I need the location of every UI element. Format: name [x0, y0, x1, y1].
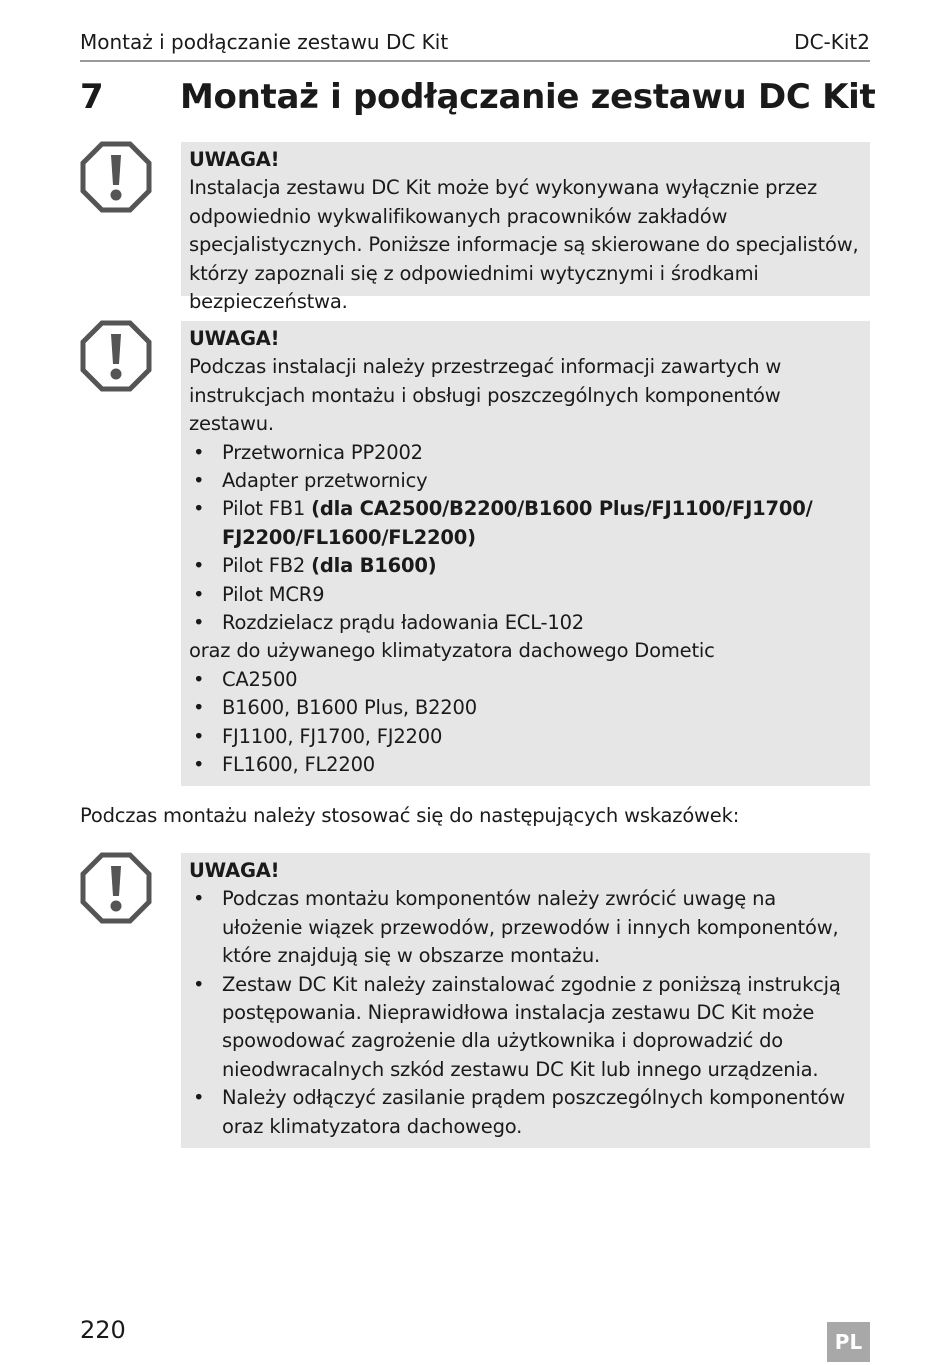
warning-octagon-icon — [80, 141, 152, 213]
chapter-number: 7 — [80, 77, 104, 117]
assembly-instructions-list — [189, 885, 862, 1141]
warning-heading: UWAGA! — [189, 148, 280, 171]
warning-heading: UWAGA! — [189, 859, 280, 882]
warning-box-qualification — [181, 142, 870, 314]
list-item: • Należy odłączyć zasilanie prądem poszczególnych komponentów oraz klimatyzatora dachowego. — [189, 1084, 862, 1141]
list-item: • Podczas montażu komponentów należy zwrócić uwagę na ułożenie wiązek przewodów, przewodów i innych komponentów, które znajdują się w obszarze montażu. — [189, 885, 862, 970]
warning-box-assembly — [181, 853, 870, 1148]
warning-mid-text: oraz do używanego klimatyzatora dachowego Dometic — [189, 639, 715, 663]
warning-intro-text: Podczas instalacji należy przestrzegać informacji zawartych w instrukcjach montażu i obsługi poszczególnych komponentów zestawu. — [189, 355, 782, 436]
warning-octagon-icon — [80, 320, 152, 392]
list-item: • Pilot FB1 (dla CA2500/B2200/B1600 Plus/FJ1100/FJ1700/ FJ2200/FL1600/FL2200) — [189, 495, 862, 552]
language-badge: PL — [827, 1322, 870, 1362]
list-item: • FL1600, FL2200 — [189, 751, 862, 779]
list-item: • Rozdzielacz prądu ładowania ECL-102 — [189, 609, 862, 637]
warning-octagon-icon — [80, 852, 152, 924]
header-section-title: Montaż i podłączanie zestawu DC Kit — [80, 30, 449, 54]
list-item: • Adapter przetwornicy — [189, 467, 862, 495]
list-item: • Pilot FB2 (dla B1600) — [189, 552, 862, 580]
list-item: • Pilot MCR9 — [189, 581, 862, 609]
warning-text: Instalacja zestawu DC Kit może być wykonywana wyłącznie przez odpowiednio wykwalifikowanych pracowników zakładów specjalistycznych. Poniższe informacje są skierowane do specjalistów, którzy zapoznali się z odpowiednimi wytycznymi i środkami bezpieczeństwa. — [189, 176, 859, 314]
running-header — [80, 28, 870, 62]
warning-heading: UWAGA! — [189, 327, 280, 350]
assembly-intro-text: Podczas montażu należy stosować się do następujących wskazówek: — [80, 804, 740, 827]
warning-box-components — [181, 321, 870, 786]
component-list — [189, 439, 862, 638]
list-item: • FJ1100, FJ1700, FJ2200 — [189, 723, 862, 751]
header-model: DC-Kit2 — [794, 30, 870, 54]
page-number: 220 — [80, 1316, 126, 1344]
list-item: • B1600, B1600 Plus, B2200 — [189, 694, 862, 722]
list-item: • Zestaw DC Kit należy zainstalować zgodnie z poniższą instrukcją postępowania. Nieprawidłowa instalacja zestawu DC Kit może spowodować zagrożenie dla użytkownika i doprowadzić do nieodwracalnych szkód zestawu DC Kit lub innego urządzenia. — [189, 971, 862, 1085]
list-item: • Przetwornica PP2002 — [189, 439, 862, 467]
air-conditioner-list — [189, 666, 862, 780]
list-item: • CA2500 — [189, 666, 862, 694]
chapter-title: Montaż i podłączanie zestawu DC Kit — [180, 77, 876, 117]
